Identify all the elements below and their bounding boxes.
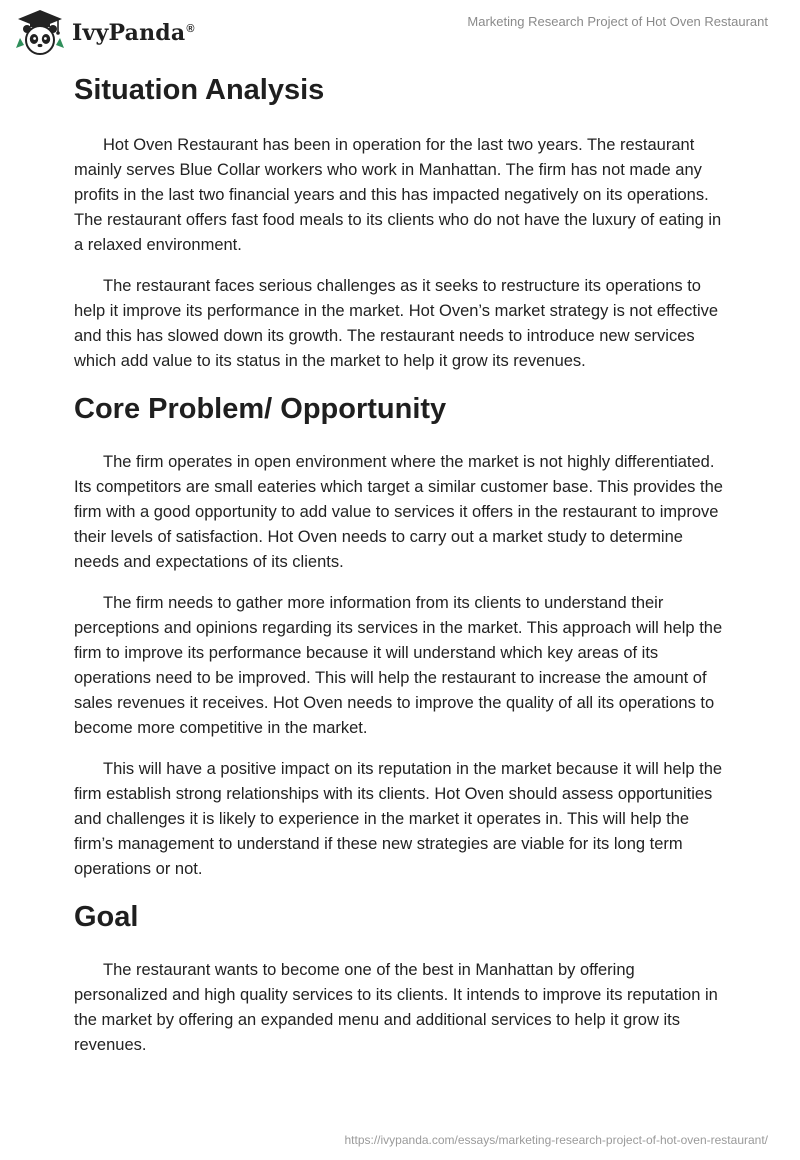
paragraph: The firm operates in open environment where the market is not highly differentiated. Its competitors are small eateries which target a similar customer base. This provides the firm with a good opportunity to add value to services it offers in the restaurant to improve their levels of satisfaction. Hot Oven needs to carry out a market study to determine needs and expectations of its clients. [74, 453, 723, 571]
source-url-link[interactable]: https://ivypanda.com/essays/marketing-research-project-of-hot-oven-restaurant/ [344, 1133, 768, 1147]
panda-graduation-cap-icon [14, 8, 66, 56]
paragraph: The firm needs to gather more information from its clients to understand their perceptions and opinions regarding its services in the market. This approach will help the firm to improve its performance because it will understand which key areas of its operations need to be improved. This will help the restaurant to increase the amount of sales revenues it receives. Hot Oven needs to improve the quality of all its operations to become more competitive in the market. [74, 594, 723, 737]
brand-name [72, 20, 195, 46]
section-heading-situation-analysis: Situation Analysis [74, 74, 325, 106]
paragraph: The restaurant wants to become one of the best in Manhattan by offering personalized and high quality services to its clients. It intends to improve its reputation in the market by offering an expanded menu and additional services to help it grow its revenues. [74, 961, 718, 1054]
registered-mark: ® [186, 22, 195, 35]
paragraph: This will have a positive impact on its reputation in the market because it will help the firm establish strong relationships with its clients. Hot Oven should assess opportunities and challenges it is likely to experience in the market it operates in. This will help the firm’s management to understand if these new strategies are viable for its long term operations or not. [74, 760, 723, 878]
section-heading-goal: Goal [74, 901, 139, 933]
document-title: Marketing Research Project of Hot Oven Restaurant [467, 14, 768, 29]
page-header [0, 0, 800, 60]
paragraph: Hot Oven Restaurant has been in operation for the last two years. The restaurant mainly serves Blue Collar workers who work in Manhattan. The firm has not made any profits in the last two financial years and this has impacted negatively on its operations. The restaurant offers fast food meals to its clients who do not have the luxury of eating in a relaxed environment. [74, 136, 722, 254]
brand-logo[interactable] [14, 8, 195, 56]
essay-content [74, 70, 724, 1058]
paragraph: The restaurant faces serious challenges as it seeks to restructure its operations to help it improve its performance in the market. Hot Oven’s market strategy is not effective and this has slowed down its growth. The restaurant needs to introduce new services which add value to its status in the market to help it grow its revenues. [74, 277, 719, 370]
brand-name-text: IvyPanda [72, 20, 186, 46]
section-heading-core-problem: Core Problem/ Opportunity [74, 393, 447, 425]
